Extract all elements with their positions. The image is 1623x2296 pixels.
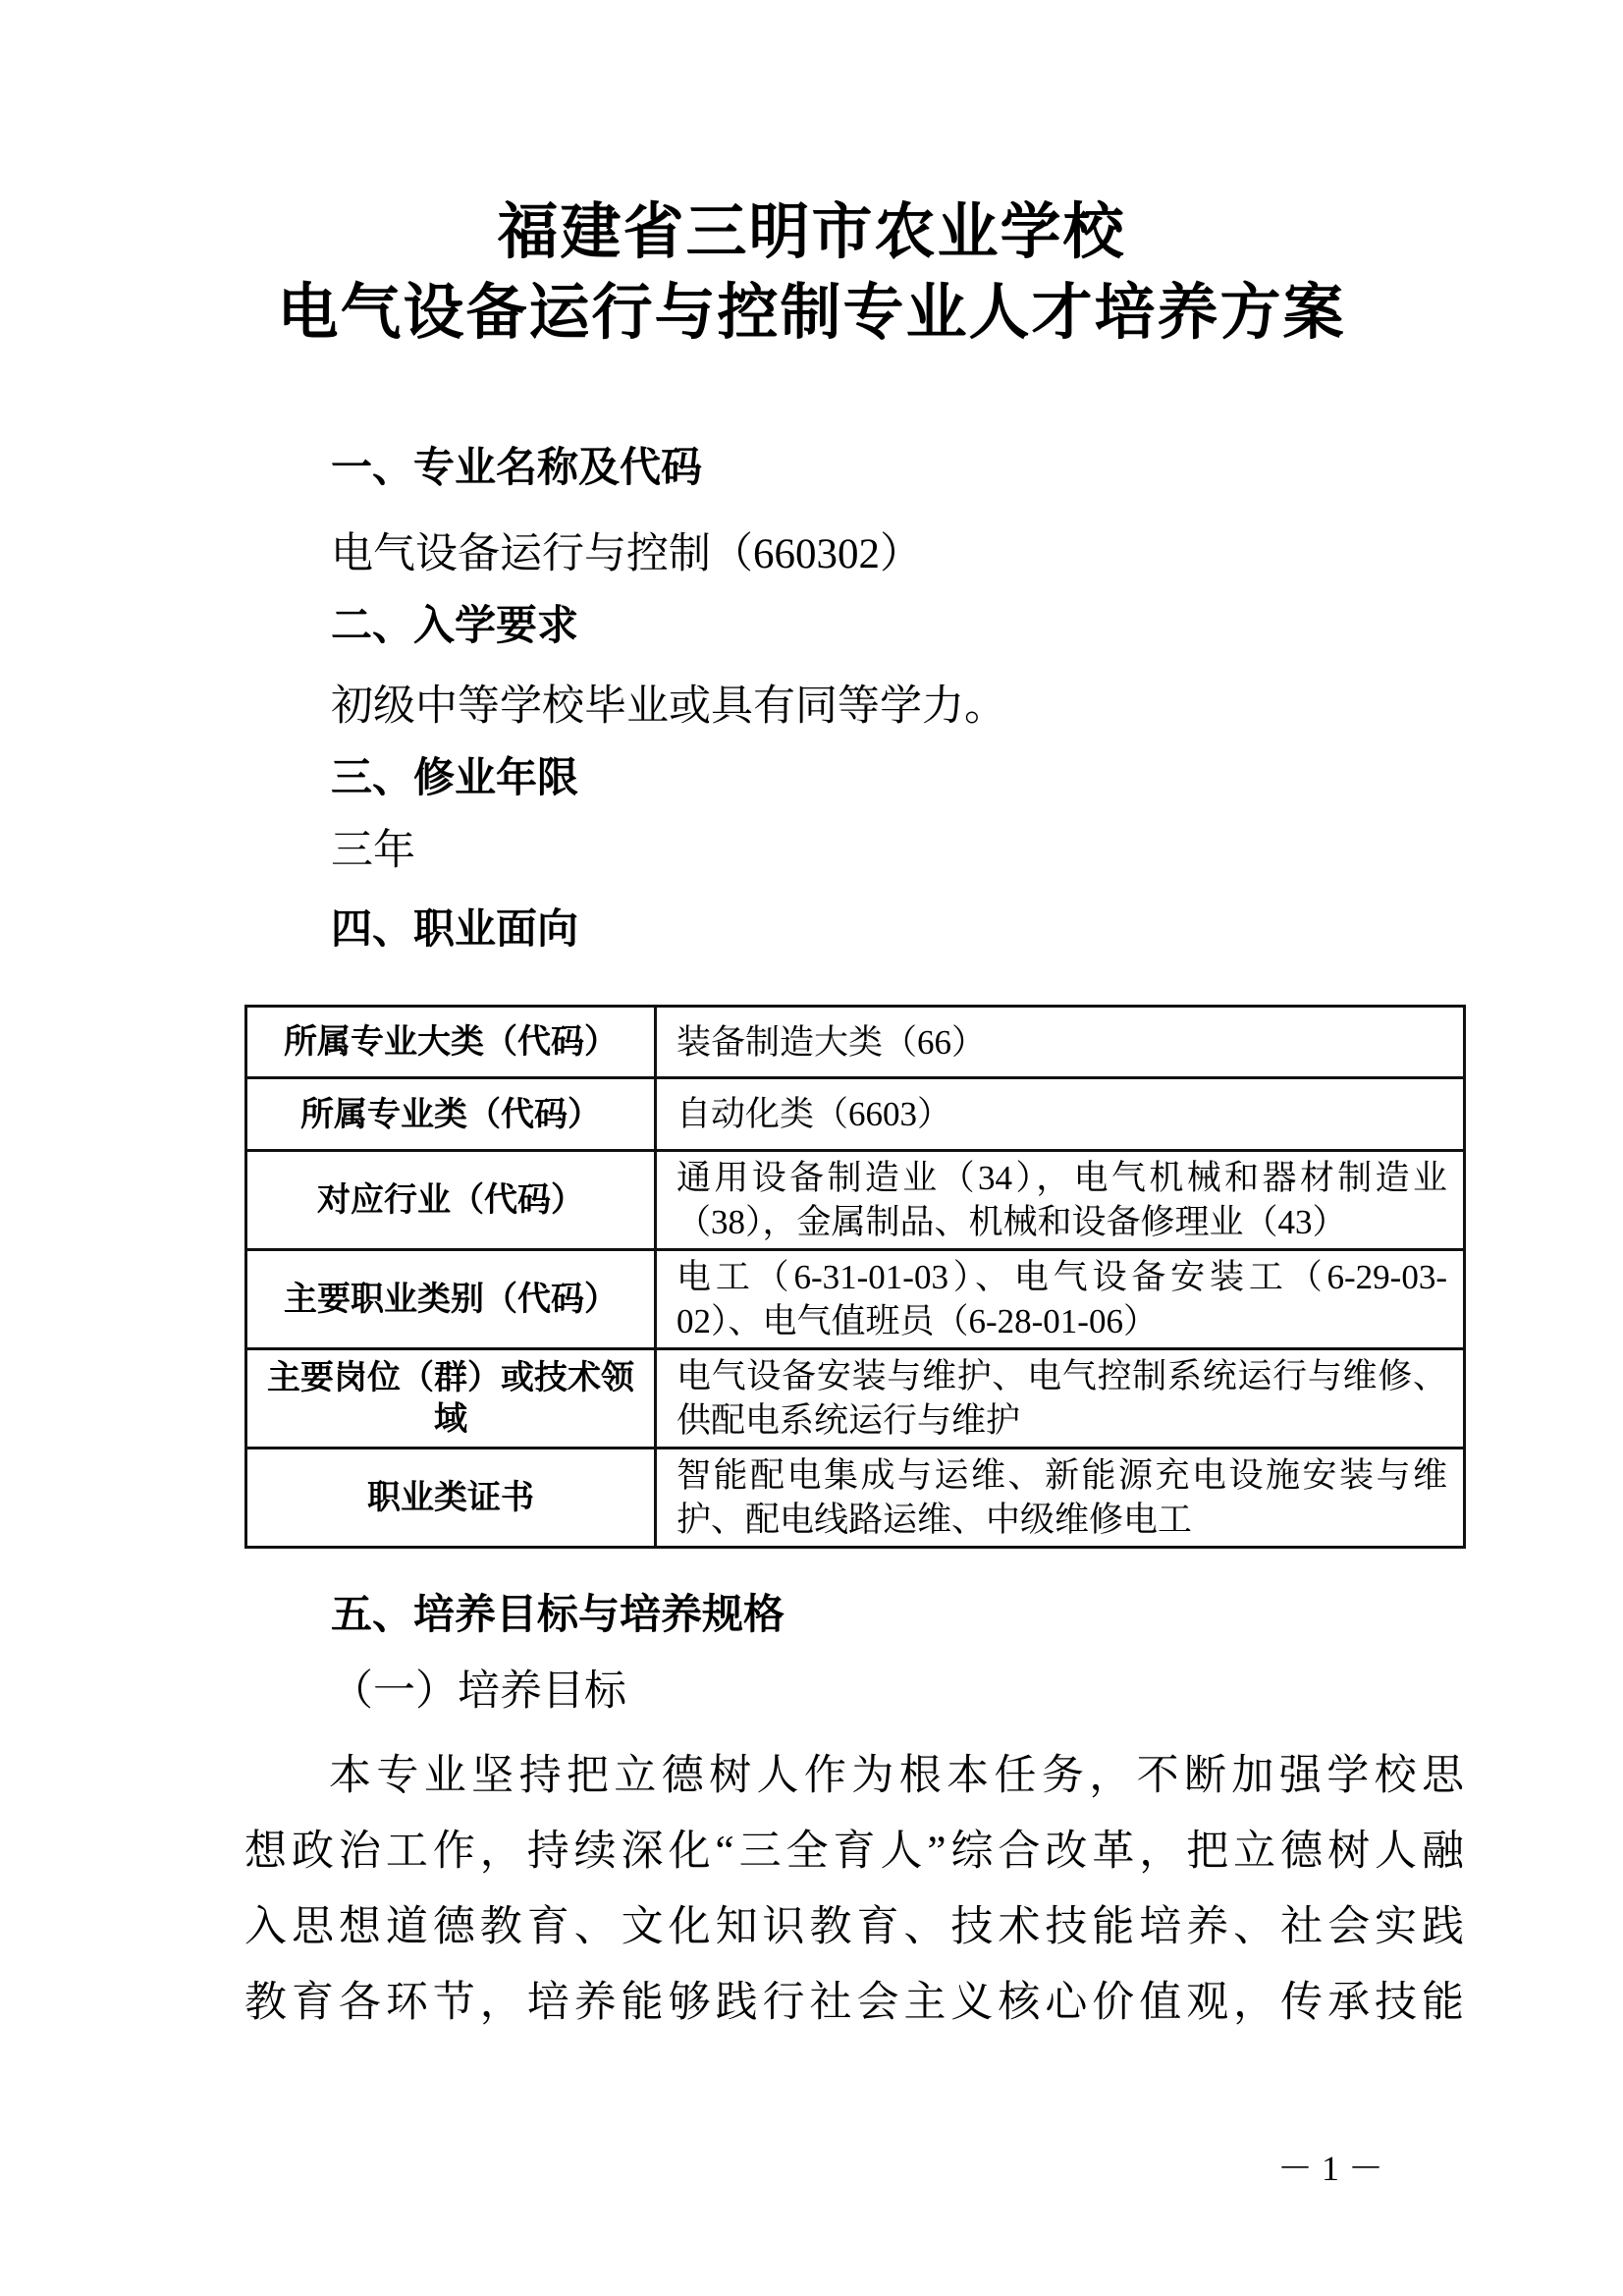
- table-row: [246, 1007, 1465, 1078]
- table-row-label: 所属专业大类（代码）: [246, 1007, 656, 1078]
- table-row: [246, 1349, 1465, 1449]
- section-4-heading: 四、职业面向: [331, 905, 579, 952]
- section-2-body: 初级中等学校毕业或具有同等学力。: [331, 683, 1006, 730]
- section-1-body: 电气设备运行与控制（660302）: [331, 531, 922, 577]
- table-row-value: 通用设备制造业（34），电气机械和器材制造业（38），金属制品、机械和设备修理业（43）: [656, 1151, 1465, 1250]
- table-row-label: 职业类证书: [246, 1449, 656, 1548]
- section-1-heading: 一、专业名称及代码: [331, 444, 703, 490]
- table-row-value: 自动化类（6603）: [656, 1078, 1465, 1151]
- table-row-value: 智能配电集成与运维、新能源充电设施安装与维护、配电线路运维、中级维修电工: [656, 1449, 1465, 1548]
- table-row-label: 主要岗位（群）或技术领域: [246, 1349, 656, 1449]
- table-row-label: 对应行业（代码）: [246, 1151, 656, 1250]
- document-title-line1: 福建省三明市农业学校: [497, 199, 1126, 266]
- section-3-heading: 三、修业年限: [331, 754, 579, 800]
- paragraph-line: 想政治工作，持续深化“三全育人”综合改革，把立德树人融: [244, 1829, 1464, 1875]
- table-row-label: 主要职业类别（代码）: [246, 1250, 656, 1349]
- career-orientation-table: [244, 1005, 1466, 1549]
- section-5-subheading: （一）培养目标: [331, 1668, 626, 1715]
- table-row-label: 所属专业类（代码）: [246, 1078, 656, 1151]
- table-row: [246, 1151, 1465, 1250]
- section-2-heading: 二、入学要求: [331, 602, 579, 648]
- document-title: [0, 192, 1623, 354]
- table-row: [246, 1078, 1465, 1151]
- paragraph-line: 教育各环节，培养能够践行社会主义核心价值观，传承技能: [244, 1980, 1464, 2026]
- paragraph-line: 本专业坚持把立德树人作为根本任务，不断加强学校思: [329, 1753, 1464, 1799]
- table-row-value: 装备制造大类（66）: [656, 1007, 1465, 1078]
- table-row-value: 电工（6-31-01-03）、电气设备安装工（6-29-03-02）、电气值班员（6-28-01-06）: [656, 1250, 1465, 1349]
- table-row: [246, 1449, 1465, 1548]
- paragraph-line: 入思想道德教育、文化知识教育、技术技能培养、社会实践: [244, 1904, 1464, 1950]
- table-row: [246, 1250, 1465, 1349]
- section-5-heading: 五、培养目标与培养规格: [331, 1591, 785, 1637]
- page-number: － 1 －: [1276, 2149, 1383, 2188]
- section-3-body: 三年: [331, 828, 415, 874]
- table-row-value: 电气设备安装与维护、电气控制系统运行与维修、供配电系统运行与维护: [656, 1349, 1465, 1449]
- training-objective-paragraph: [244, 1738, 1464, 2041]
- document-title-line2: 电气设备运行与控制专业人才培养方案: [277, 280, 1346, 347]
